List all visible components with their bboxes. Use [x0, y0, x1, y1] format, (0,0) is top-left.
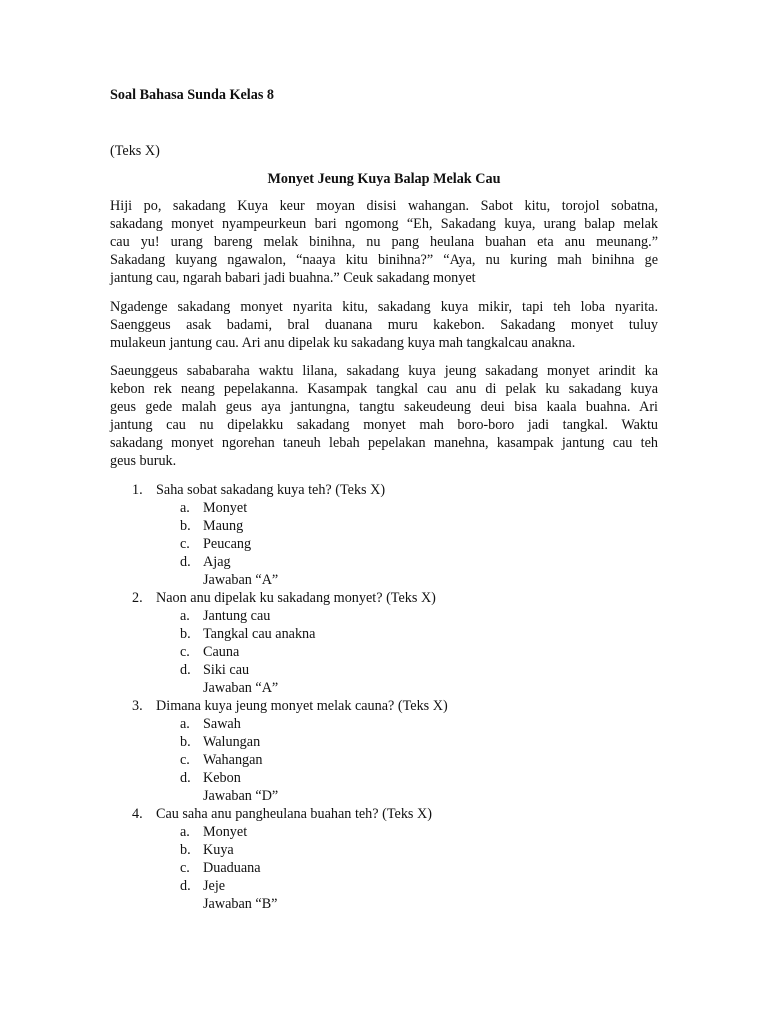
option-item	[0, 877, 768, 895]
paragraph-2	[110, 298, 658, 352]
answer-line	[0, 679, 768, 697]
option-letter: d.	[180, 662, 191, 678]
option-item	[0, 661, 768, 679]
option-item	[0, 553, 768, 571]
option-letter: b.	[180, 626, 191, 642]
option-item	[0, 715, 768, 733]
paragraph-line: sakadang monyet nyampeurkeun bari ngomong “Eh, Sakadang kuya, urang balap melak	[110, 216, 658, 232]
option-text: Jantung cau	[203, 608, 271, 624]
question-item	[0, 805, 768, 823]
option-item	[0, 751, 768, 769]
option-item	[0, 607, 768, 625]
question-number: 4.	[132, 806, 143, 822]
option-item	[0, 499, 768, 517]
question-list	[0, 481, 768, 913]
option-letter: d.	[180, 878, 191, 894]
answer-line	[0, 571, 768, 589]
question-text: Cau saha anu pangheulana buahan teh? (Teks X)	[156, 806, 432, 822]
paragraph-line: jantung cau nu dipelakku sakadang monyet mah boro-boro jadi tangkal. Waktu	[110, 417, 658, 433]
option-letter: a.	[180, 608, 190, 624]
paragraph-line: cau yu! urang bareng melak binihna, nu pang heulana buahan eta anu meunang.”	[110, 234, 658, 250]
option-letter: b.	[180, 734, 191, 750]
paragraph-line: Hiji po, sakadang Kuya keur moyan disisi wahangan. Sabot kitu, torojol sobatna,	[110, 198, 658, 214]
option-text: Monyet	[203, 824, 248, 840]
question-text: Naon anu dipelak ku sakadang monyet? (Teks X)	[156, 590, 436, 606]
option-letter: c.	[180, 860, 190, 876]
paragraph-line: Sakadang kuyang ngawalon, “naaya kitu binihna?” “Aya, nu kuring mah binihna ge	[110, 252, 658, 268]
answer-text: Jawaban “A”	[203, 680, 279, 696]
answer-line	[0, 787, 768, 805]
option-text: Duaduana	[203, 860, 261, 876]
paragraph-line: Saeunggeus sababaraha waktu lilana, sakadang kuya jeung sakadang monyet arindit ka	[110, 363, 658, 379]
option-text: Tangkal cau anakna	[203, 626, 316, 642]
question-number: 3.	[132, 698, 143, 714]
option-letter: a.	[180, 824, 190, 840]
paragraph-line: geus buruk.	[110, 453, 177, 469]
option-item	[0, 733, 768, 751]
section-label: (Teks X)	[110, 143, 160, 159]
question-item	[0, 589, 768, 607]
story-title: Monyet Jeung Kuya Balap Melak Cau	[267, 171, 501, 187]
option-letter: b.	[180, 842, 191, 858]
option-letter: c.	[180, 644, 190, 660]
question-text: Saha sobat sakadang kuya teh? (Teks X)	[156, 482, 386, 498]
question-text: Dimana kuya jeung monyet melak cauna? (Teks X)	[156, 698, 448, 714]
answer-text: Jawaban “D”	[203, 788, 279, 804]
question-item	[0, 697, 768, 715]
paragraph-line: mulakeun jantung cau. Ari anu dipelak ku sakadang kuya mah tangkalcau anakna.	[110, 335, 576, 351]
option-text: Siki cau	[203, 662, 250, 678]
option-letter: c.	[180, 752, 190, 768]
option-text: Walungan	[203, 734, 261, 750]
option-text: Maung	[203, 518, 244, 534]
option-text: Peucang	[203, 536, 252, 552]
option-text: Monyet	[203, 500, 248, 516]
paragraph-line: Ngadenge sakadang monyet nyarita kitu, sakadang kuya mikir, tapi teh loba nyarita.	[110, 299, 658, 315]
option-letter: d.	[180, 770, 191, 786]
option-text: Wahangan	[203, 752, 263, 768]
paragraph-line: geus gede malah geus aya jantungna, tangtu sakeudeung deui bisa kaala buahna. Ari	[110, 399, 658, 415]
document-title: Soal Bahasa Sunda Kelas 8	[110, 87, 275, 103]
option-item	[0, 625, 768, 643]
option-letter: a.	[180, 500, 190, 516]
option-text: Cauna	[203, 644, 240, 660]
answer-line	[0, 895, 768, 913]
option-item	[0, 643, 768, 661]
question-item	[0, 481, 768, 499]
paragraph-line: Saenggeus asak badami, bral duanana muru kakebon. Sakadang monyet tuluy	[110, 317, 658, 333]
option-letter: d.	[180, 554, 191, 570]
option-item	[0, 535, 768, 553]
answer-text: Jawaban “A”	[203, 572, 279, 588]
option-text: Jeje	[203, 878, 226, 894]
answer-text: Jawaban “B”	[203, 896, 278, 912]
option-item	[0, 769, 768, 787]
option-item	[0, 823, 768, 841]
option-item	[0, 517, 768, 535]
option-item	[0, 841, 768, 859]
option-text: Ajag	[203, 554, 231, 570]
option-text: Kuya	[203, 842, 234, 858]
option-item	[0, 859, 768, 877]
option-text: Kebon	[203, 770, 241, 786]
option-text: Sawah	[203, 716, 241, 732]
paragraph-line: jantung cau, ngarah babari jadi buahna.” Ceuk sakadang monyet	[110, 270, 476, 286]
question-number: 1.	[132, 482, 143, 498]
paragraph-line: sakadang monyet ngorehan taneuh lebah pepelakan manehna, kasampak jantung cau teh	[110, 435, 658, 451]
question-number: 2.	[132, 590, 143, 606]
paragraph-line: kebon rek neang pepelakanna. Kasampak tangkal cau anu di pelak ku sakadang kuya	[110, 381, 658, 397]
option-letter: c.	[180, 536, 190, 552]
option-letter: a.	[180, 716, 190, 732]
option-letter: b.	[180, 518, 191, 534]
paragraph-1	[110, 197, 658, 287]
paragraph-3	[110, 362, 658, 470]
